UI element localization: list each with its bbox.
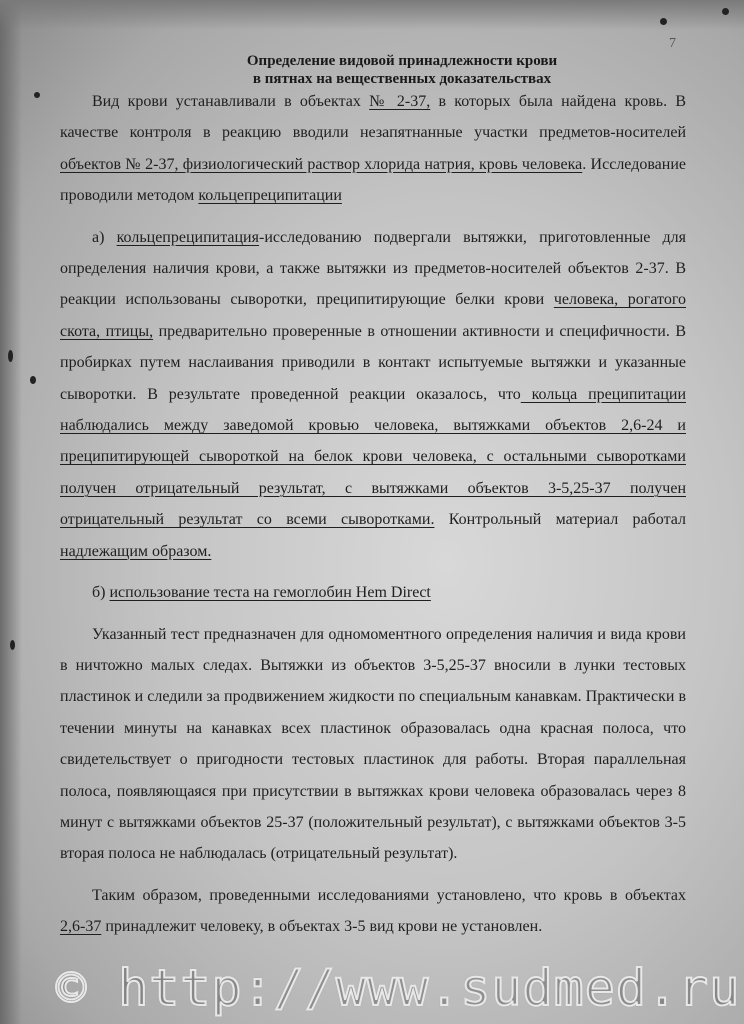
underlined-text: кольца преципитации наблюдались между заведомой кровью человека, вытяжками объектов 2,6-24 и преципитирующей сывороткой на белок крови человека, с остальными сыворотками получен отрицательный результат, с вытяжками объектов 3-5,25-37 получен отрицательный результат со всеми сыворотками.	[60, 385, 686, 529]
underlined-text: объектов № 2-37, физиологический раствор хлорида натрия, кровь человека	[60, 155, 583, 173]
paragraph-conclusion	[60, 880, 686, 943]
document-title	[0, 52, 744, 88]
paragraph-hem-direct: Указанный тест предназначен для одномоментного определения наличия и вида крови в ничтожно малых следах. Вытяжки из объектов 3-5,25-37 вносили в лунки тестовых пластинок и следили за продвижением жидкости по специальным канавкам. Практически в течении минуты на канавках всех пластинок образовалась одна красная полоса, что свидетельствует о пригодности тестовых пластинок для работы. Вторая параллельная полоса, появляющаяся при присутствии в вытяжках крови человека образовалась через 8 минут с вытяжками объектов 25-37 (положительный результат), с вытяжками объектов 3-5 вторая полоса не наблюдалась (отрицательный результат).	[60, 625, 686, 863]
page-number: 7	[669, 36, 676, 51]
underlined-text: кольцепреципитация	[116, 228, 259, 246]
underlined-text: использование теста на гемоглобин Hem Direct	[109, 584, 431, 602]
scan-shadow-left	[0, 0, 22, 1024]
paragraph-section-b-heading	[60, 577, 686, 608]
text-span: . Исследование проводили методом	[60, 155, 687, 205]
text-span: принадлежит человеку, в объектах 3-5 вид крови не установлен.	[101, 918, 543, 936]
watermark: © http://www.sudmed.ru	[56, 959, 741, 1017]
underlined-text: человека, рогатого скота, птицы,	[60, 291, 686, 340]
text-span: -исследованию подвергали вытяжки, приготовленные для определения наличия крови, а также вытяжки из предметов-носителей объектов 2-37. В реакции использованы сыворотки, преципитирующие белки крови	[60, 228, 686, 309]
paragraph-section-a	[60, 222, 686, 567]
text-span: б)	[92, 584, 110, 602]
paragraph-intro	[60, 86, 686, 212]
hole-punch-mark	[30, 376, 36, 384]
underlined-text: кольцепреципитации	[198, 187, 342, 205]
title-line-1: Определение видовой принадлежности крови	[246, 53, 558, 69]
hole-punch-mark	[34, 92, 40, 98]
document-body	[60, 86, 686, 943]
text-span: в которых была найдена кровь. В качестве контроля в реакцию вводили незапятнанные участки предметов-носителей	[60, 93, 687, 142]
title-line-2: в пятнах на вещественных доказательствах	[252, 71, 552, 87]
underlined-text: № 2-37,	[369, 93, 431, 110]
hole-punch-mark	[722, 8, 729, 15]
text-span: Вид крови устанавливали в объектах	[92, 93, 370, 110]
text-span: Контрольный материал работал	[434, 511, 686, 529]
text-span: предварительно проверенные в отношении активности и специфичности. В пробирках путем наслаивания приводили в контакт испытуемые вытяжки и указанные сыворотки. В результате проведенной реакции оказалось, что	[60, 322, 686, 403]
underlined-text: надлежащим образом.	[60, 542, 212, 560]
hole-punch-mark	[660, 18, 667, 25]
text-span: Таким образом, проведенными исследованиями установлено, что кровь в объектах	[92, 886, 686, 904]
hole-punch-mark	[10, 640, 15, 650]
underlined-text: 2,6-37	[60, 918, 102, 936]
text-span: а)	[92, 228, 117, 246]
scan-shadow-top	[0, 0, 744, 30]
hole-punch-mark	[8, 350, 13, 362]
